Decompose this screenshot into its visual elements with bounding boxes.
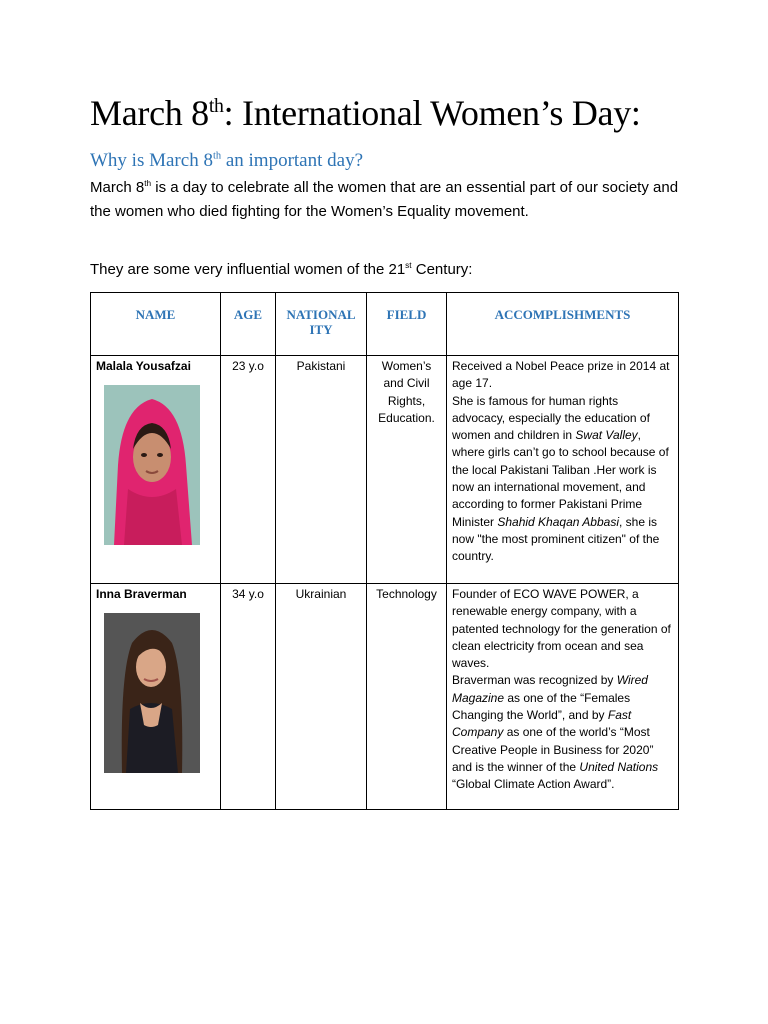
table-row — [91, 584, 679, 810]
table-header-row — [91, 293, 679, 356]
age-cell: 23 y.o — [221, 356, 276, 584]
field-cell: Technology — [367, 584, 447, 810]
name-cell — [91, 584, 221, 810]
header-accomplishments: ACCOMPLISHMENTS — [447, 293, 679, 356]
header-field: FIELD — [367, 293, 447, 356]
header-nationality: NATIONAL ITY — [276, 293, 367, 356]
header-age: AGE — [221, 293, 276, 356]
women-table — [90, 292, 679, 810]
portrait-photo — [104, 385, 200, 545]
header-name: NAME — [91, 293, 221, 356]
intro-paragraph: March 8th is a day to celebrate all the women that are an essential part of our society and the women who died fighting for the Women’s Equality movement. — [90, 179, 679, 220]
field-cell: Women’s and Civil Rights, Education. — [367, 356, 447, 584]
page-title: March 8th: International Women’s Day: — [90, 93, 641, 133]
name-cell — [91, 356, 221, 584]
person-name: Malala Yousafzai — [96, 359, 191, 373]
section-heading: Why is March 8th an important day? — [90, 150, 364, 171]
nationality-cell: Pakistani — [276, 356, 367, 584]
nationality-cell: Ukrainian — [276, 584, 367, 810]
table-row — [91, 356, 679, 584]
person-name: Inna Braverman — [96, 587, 187, 601]
accomplishments-cell: Founder of ECO WAVE POWER, a renewable energy company, with a patented technology for the generation of clean electricity from ocean and sea waves. Braverman was recognized by Wired Magazine as one of the “Females Changing the World”, and by Fast Company as one of the world’s “Most Creative People in Business for 2020” and is the winner of the United Nations “Global Climate Action Award”. — [447, 584, 679, 810]
lead-paragraph: They are some very influential women of the 21st Century: — [90, 261, 473, 278]
age-cell: 34 y.o — [221, 584, 276, 810]
portrait-photo — [104, 613, 200, 773]
accomplishments-cell: Received a Nobel Peace prize in 2014 at age 17. She is famous for human rights advocacy, especially the education of women and children in Swat Valley, where girls can’t go to school because of the local Pakistani Taliban .Her work is now an international movement, and according to former Pakistani Prime Minister Shahid Khaqan Abbasi, she is now "the most prominent citizen" of the country. — [447, 356, 679, 584]
